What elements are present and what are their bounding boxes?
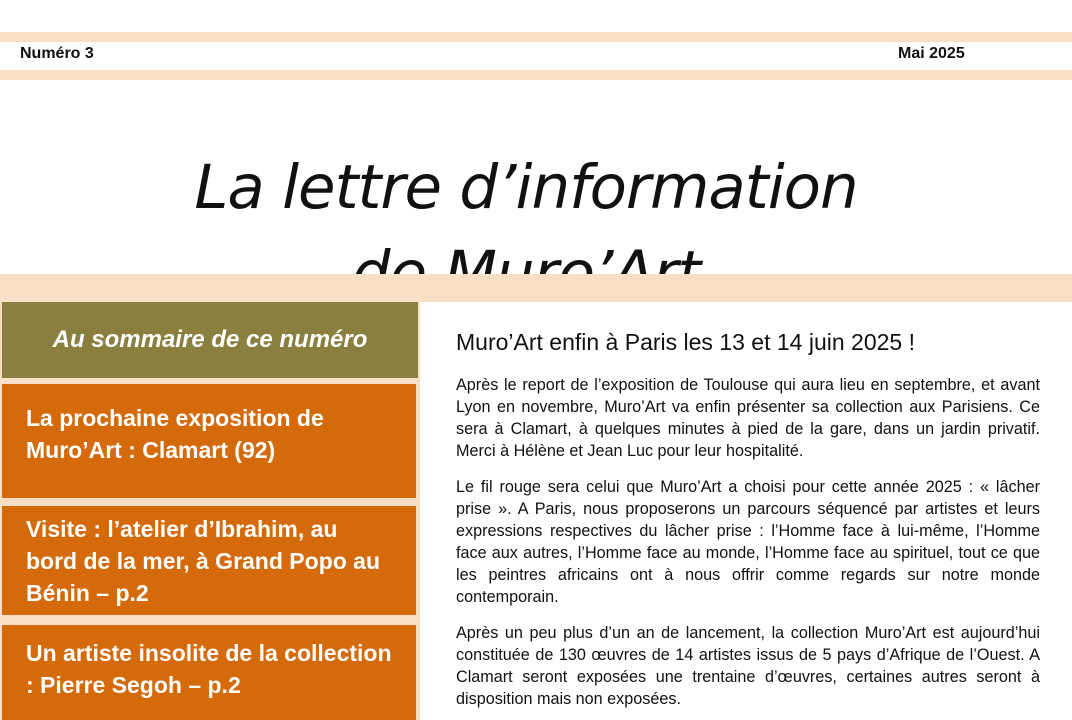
top-band	[0, 32, 1072, 42]
article-paragraph: Après le report de l’exposition de Toulouse qui aura lieu en septembre, et avant Lyon en novembre, Muro’Art va enfin présenter sa collection aux Parisiens. Ce sera à Clamart, à quelques minutes à pied de la gare, dans un jardin privatif. Merci à Hélène et Jean Luc pour leur hospitalité.	[456, 376, 1040, 460]
toc-item-clamart[interactable]: La prochaine exposition de Muro’Art : Clamart (92)	[2, 384, 416, 498]
toc-item-visite-atelier[interactable]: Visite : l’atelier d’Ibrahim, au bord de la mer, à Grand Popo au Bénin – p.2	[2, 506, 416, 615]
section-band	[0, 274, 1072, 302]
header-band	[0, 70, 1072, 80]
title-line-1: La lettre d’information	[194, 151, 858, 223]
issue-number: Numéro 3	[20, 45, 94, 62]
article-title: Muro’Art enfin à Paris les 13 et 14 juin 2025 !	[456, 329, 915, 355]
article-paragraph: Le fil rouge sera celui que Muro’Art a choisi pour cette année 2025 : « lâcher prise ». A Paris, nous proposerons un parcours séquencé par artistes et leurs expressions respectives du lâcher prise : l’Homme face à lui-même, l’Homme face aux autres, l’Homme face au monde, l’Homme face au spirituel, tout ce que les peintres africains ont à nous offrir comme regards sur notre monde contemporain.	[456, 478, 1040, 606]
main-article	[456, 302, 1040, 710]
toc-heading: Au sommaire de ce numéro	[2, 302, 418, 378]
article-paragraph: Après un peu plus d’un an de lancement, la collection Muro’Art est aujourd’hui constituée de 130 œuvres de 14 artistes issus de 5 pays d’Afrique de l’Ouest. A Clamart seront exposées une trentaine d’œuvres, certaines autres seront à disposition mais non exposées.	[456, 624, 1040, 708]
toc-item-artiste-insolite[interactable]: Un artiste insolite de la collection : Pierre Segoh – p.2	[2, 625, 416, 720]
issue-date: Mai 2025	[898, 45, 965, 62]
